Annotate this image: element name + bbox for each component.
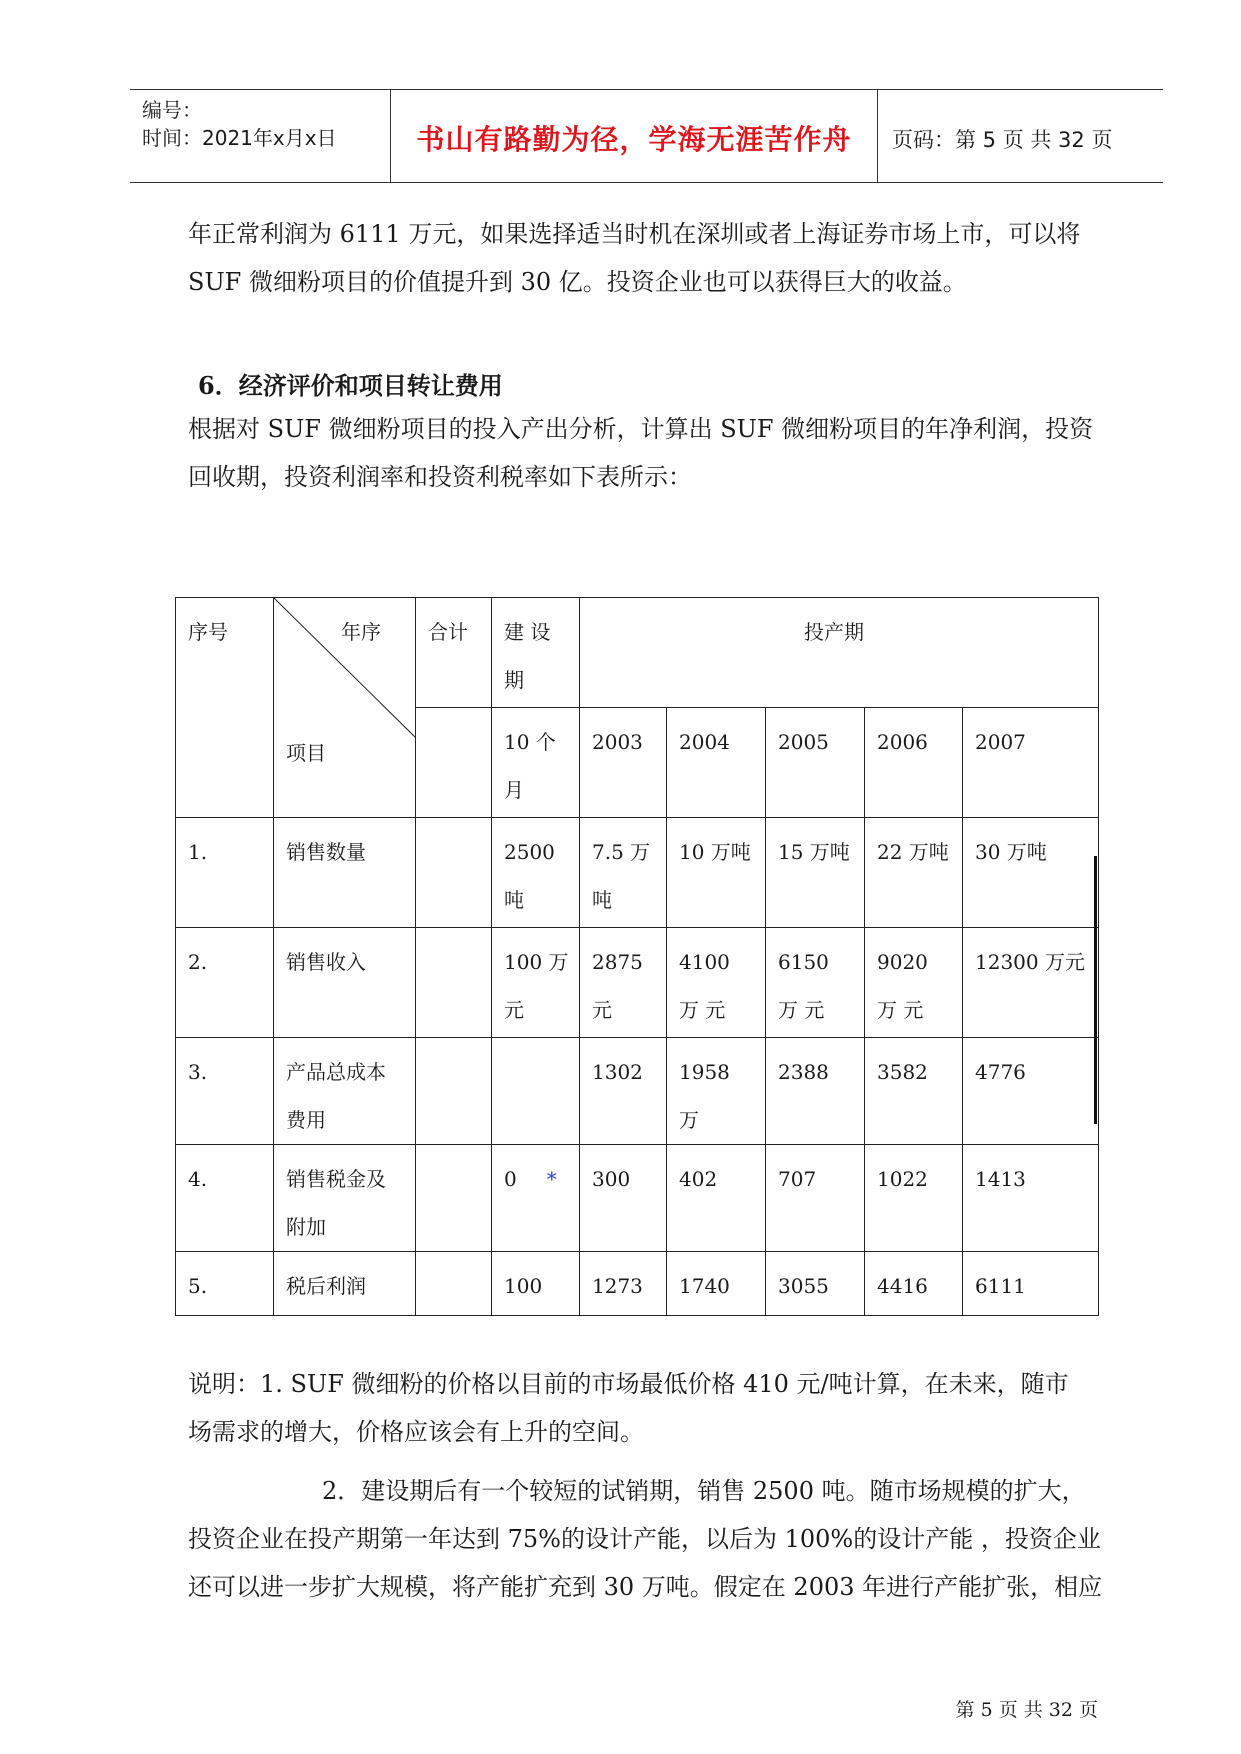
table-header-row-1: [176, 598, 1099, 708]
header-diagonal-cell: [274, 598, 416, 818]
footnote-asterisk: *: [546, 1167, 557, 1191]
header-year-label: 年序: [341, 620, 381, 644]
table-row: [176, 1252, 1099, 1316]
year-cell: 2003: [580, 708, 667, 818]
header-seq: 序号: [176, 598, 274, 818]
row-total: [416, 1252, 492, 1316]
row-value: 1413: [963, 1145, 1099, 1252]
header-motto: 书山有路勤为径，学海无涯苦作舟: [416, 123, 852, 156]
row-value: 402: [667, 1145, 766, 1252]
header-total-blank: [416, 708, 492, 818]
row-build: 2500 吨: [492, 818, 580, 928]
paragraph-1-line-1: 年正常利润为 6111 万元，如果选择适当时机在深圳或者上海证券市场上市，可以将: [188, 220, 1081, 248]
row-value: 6150 万 元: [766, 928, 865, 1038]
row-value: 1958 万: [667, 1038, 766, 1145]
footer-page-number: 第 5 页 共 32 页: [955, 1699, 1098, 1721]
year-cell: 2006: [865, 708, 963, 818]
number-label: 编号：: [142, 98, 202, 122]
row-value: 4776: [963, 1038, 1099, 1145]
row-build: [492, 1145, 580, 1252]
year-cell: 2005: [766, 708, 865, 818]
row-value: 15 万吨: [766, 818, 865, 928]
row-value: 12300 万元: [963, 928, 1099, 1038]
table-edge-marker: [1094, 856, 1097, 1124]
row-value: 30 万吨: [963, 818, 1099, 928]
row-value: 4100 万 元: [667, 928, 766, 1038]
row-seq: 5.: [176, 1252, 274, 1316]
row-item: 销售税金及附加: [274, 1145, 416, 1252]
row-seq: 1.: [176, 818, 274, 928]
document-header: [130, 89, 1163, 183]
row-item: 产品总成本费用: [274, 1038, 416, 1145]
header-production-period: 投产期: [580, 598, 1099, 708]
header-motto-cell: [391, 90, 878, 182]
row-value: 1302: [580, 1038, 667, 1145]
year-cell: 2007: [963, 708, 1099, 818]
row-value: 1740: [667, 1252, 766, 1316]
header-total: 合计: [416, 598, 492, 708]
note-2-line-1: 2．建设期后有一个较短的试销期，销售 2500 吨。随市场规模的扩大，: [322, 1477, 1086, 1505]
row-value: 9020 万 元: [865, 928, 963, 1038]
paragraph-2-line-1: 根据对 SUF 微细粉项目的投入产出分析，计算出 SUF 微细粉项目的年净利润，投资: [188, 415, 1094, 443]
row-seq: 4.: [176, 1145, 274, 1252]
row-seq: 3.: [176, 1038, 274, 1145]
table-row: [176, 1145, 1099, 1252]
row-seq: 2.: [176, 928, 274, 1038]
table-row: [176, 928, 1099, 1038]
paragraph-2-line-2: 回收期，投资利润率和投资利税率如下表所示：: [188, 463, 692, 491]
row-item: 税后利润: [274, 1252, 416, 1316]
table-row: [176, 1038, 1099, 1145]
header-page-cell: [878, 90, 1163, 182]
header-item-label: 项目: [286, 741, 326, 765]
note-2-line-2: 投资企业在投产期第一年达到 75%的设计产能，以后为 100%的设计产能 ，投资企业: [188, 1525, 1101, 1553]
row-value: 3582: [865, 1038, 963, 1145]
note-1-line-1: 说明：1. SUF 微细粉的价格以目前的市场最低价格 410 元/吨计算，在未来，随市: [188, 1370, 1069, 1398]
row-build: [492, 1038, 580, 1145]
row-build: 100 万 元: [492, 928, 580, 1038]
header-meta-cell: [130, 90, 391, 182]
section-heading-6: 6．经济评价和项目转让费用: [198, 371, 503, 400]
table-row: [176, 818, 1099, 928]
row-total: [416, 818, 492, 928]
header-build-period: 建 设 期: [492, 598, 580, 708]
row-value: 2388: [766, 1038, 865, 1145]
row-value: 1022: [865, 1145, 963, 1252]
row-value: 7.5 万 吨: [580, 818, 667, 928]
row-value: 10 万吨: [667, 818, 766, 928]
row-build-value: 0: [504, 1167, 517, 1191]
row-total: [416, 1038, 492, 1145]
row-total: [416, 928, 492, 1038]
row-value: 300: [580, 1145, 667, 1252]
time-label: 时间：2021年x月x日: [142, 126, 337, 150]
row-value: 707: [766, 1145, 865, 1252]
note-2-line-3: 还可以进一步扩大规模，将产能扩充到 30 万吨。假定在 2003 年进行产能扩张，相应: [188, 1573, 1103, 1601]
row-value: 6111: [963, 1252, 1099, 1316]
row-value: 22 万吨: [865, 818, 963, 928]
row-item: 销售收入: [274, 928, 416, 1038]
economic-evaluation-table: [175, 597, 1099, 1316]
row-item: 销售数量: [274, 818, 416, 928]
paragraph-1-line-2: SUF 微细粉项目的价值提升到 30 亿。投资企业也可以获得巨大的收益。: [188, 268, 967, 296]
note-1-line-2: 场需求的增大，价格应该会有上升的空间。: [188, 1418, 644, 1446]
row-total: [416, 1145, 492, 1252]
row-value: 1273: [580, 1252, 667, 1316]
header-build-duration: 10 个 月: [492, 708, 580, 818]
row-value: 4416: [865, 1252, 963, 1316]
year-cell: 2004: [667, 708, 766, 818]
row-build: 100: [492, 1252, 580, 1316]
row-value: 3055: [766, 1252, 865, 1316]
header-page-info: 页码：第 5 页 共 32 页: [892, 128, 1113, 152]
row-value: 2875 元: [580, 928, 667, 1038]
